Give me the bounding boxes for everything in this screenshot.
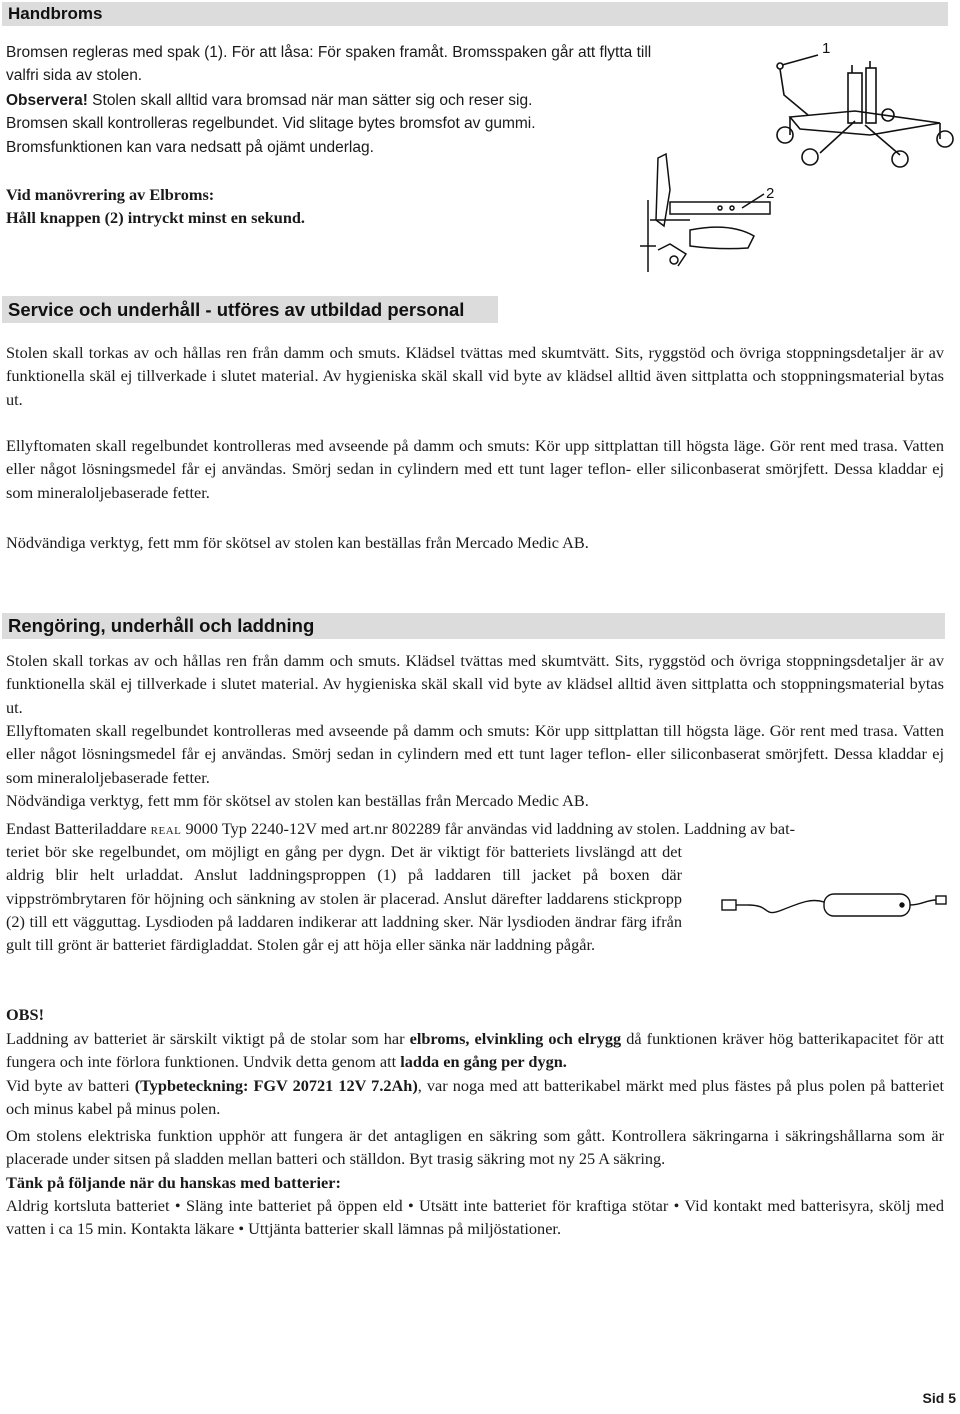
figure-label-1: 1 [822, 40, 831, 57]
rengoring-paragraph-3: Nödvändiga verktyg, fett mm för skötsel av stolen kan beställas från Mercado Medic AB. [6, 791, 589, 810]
chair-side-illustration [630, 150, 790, 280]
charger-paragraph-line1 [6, 817, 944, 840]
section-heading-rengoring: Rengöring, underhåll och laddning [2, 613, 945, 639]
observera-label: Observera! [6, 92, 88, 109]
rengoring-paragraph-1: Stolen skall torkas av och hållas ren från damm och smuts. Klädsel tvättas med skumtvätt. Sits, ryggstöd och övriga stoppningsdetaljer är av funktionella skäl ej tillverkade i slutet material. Av hygieniska skäl skall vid byte av klädsel alltid även sittplatta och stoppningsmaterial bytas ut. [6, 651, 944, 717]
observera-text-3: Bromsfunktionen kan vara nedsatt på ojämt underlag. [6, 138, 374, 156]
obs-text-c: då funktionen kräver hög batterikapacitet för att fungera och inte förlora funktionen. Undvik detta genom att [6, 1029, 945, 1072]
obs-text-b: elbroms, elvinkling och elrygg [409, 1029, 622, 1048]
page-number: Sid 5 [922, 1390, 956, 1406]
rengoring-paragraph-2: Ellyftomaten skall regelbundet kontrolleras med avseende på damm och smuts: Kör upp sittplattan till högsta läge. Gör rent med trasa. Vatten eller något lösningsmedel får ej användas. Smörj sedan in cylindern med ett tunt lager teflon- eller siliconbaserat smörjfett. Dessa kladdar ej som mineraloljebaserade fetter. [6, 721, 944, 787]
obs-text-a: Laddning av batteriet är särskilt viktigt på de stolar som har [6, 1029, 410, 1048]
obs-label: OBS! [6, 1005, 45, 1024]
section-heading-service: Service och underhåll - utföres av utbildad personal [2, 296, 498, 323]
service-paragraph-2: Ellyftomaten skall regelbundet kontrolleras med avseende på damm och smuts: Kör upp sittplattan till högsta läge. Gör rent med trasa. Vatten eller något lösningsmedel får ej användas. Smörj sedan in cylindern med ett tunt lager teflon- eller siliconbaserat smörjfett. Dessa kladdar ej som mineraloljebaserade fetter. [6, 436, 944, 502]
obs-paragraph-2 [6, 1074, 944, 1121]
handbroms-intro: Bromsen regleras med spak (1). För att låsa: För spaken framåt. Bromsspaken går att flytta till valfri sida av stolen. [6, 44, 652, 85]
handbroms-observera [6, 89, 666, 159]
charger-text-start: Endast Batteriladdare [6, 819, 151, 838]
battery-type: (Typbeteckning: FGV 20721 12V 7.2Ah) [134, 1076, 418, 1095]
obs-paragraph-1 [6, 1027, 944, 1074]
observera-text-2: Bromsen skall kontrolleras regelbundet. Vid slitage bytes bromsfot av gummi. [6, 115, 536, 133]
figure-label-2: 2 [766, 185, 775, 202]
battery-handling-title: Tänk på följande när du hanskas med batterier: [6, 1173, 341, 1192]
elbroms-text: Håll knappen (2) intryckt minst en sekund. [6, 208, 306, 228]
observera-text: Stolen skall alltid vara bromsad när man sätter sig och reser sig. [92, 92, 533, 109]
service-paragraph-3: Nödvändiga verktyg, fett mm för skötsel av stolen kan beställas från Mercado Medic AB. [6, 533, 589, 552]
charger-illustration [722, 888, 950, 936]
section-heading-handbroms: Handbroms [2, 2, 948, 26]
obs-paragraph-3: Om stolens elektriska funktion upphör att fungera är det antagligen en säkring som gått. Kontrollera säkringarna i säkringshållarna som är placerade under sitsen på sladden mellan batteri och ställdon. Byt trasig säkring mot ny 25 A säkring. [6, 1126, 944, 1169]
service-paragraph-1: Stolen skall torkas av och hållas ren från damm och smuts. Klädsel tvättas med skumtvätt. Sits, ryggstöd och övriga stoppningsdetaljer är av funktionella skäl ej tillverkade i slutet material. Av hygieniska skäl skall vid byte av klädsel alltid även sittplatta och stoppningsmaterial bytas ut. [6, 343, 944, 409]
charger-text-rest: 9000 Typ 2240-12V med art.nr 802289 får användas vid laddning av stolen. Laddning av bat- [181, 819, 796, 838]
real-brand: real [150, 819, 182, 838]
battery-handling-text: Aldrig kortsluta batteriet • Släng inte batteriet på öppen eld • Utsätt inte batteriet för kraftiga stötar • Vid kontakt med batterisyra, skölj med vatten i ca 15 min. Kontakta läkare • Uttjänta batterier skall lämnas på miljöstationer. [6, 1196, 944, 1239]
battery-text-c: , var noga med att batterikabel märkt med plus fästes på plus polen på batteriet och minus kabel på minus polen. [6, 1076, 944, 1119]
charger-paragraph: teriet bör ske regelbundet, om möjligt en gång per dygn. Det är viktigt för batteriets livslängd att det aldrig blir helt urladdat. Anslut laddningsproppen (1) på laddaren till jacket på boxen där vippströmbrytaren för höjning och sänkning av stolen är placerad. Anslut därefter laddarens stickpropp (2) till ett vägguttag. Lysdioden på laddaren indikerar att laddning sker. När lysdioden ändrar färg ifrån gult till grönt är batteriet färdigladdat. Stolen går ej att höja eller sänka när laddning pågår. [6, 842, 682, 955]
battery-text-a: Vid byte av batteri [6, 1076, 135, 1095]
obs-text-d: ladda en gång per dygn. [400, 1052, 567, 1072]
elbroms-instruction [6, 183, 426, 230]
brake-base-illustration [760, 35, 960, 175]
elbroms-title: Vid manövrering av Elbroms: [6, 185, 215, 204]
